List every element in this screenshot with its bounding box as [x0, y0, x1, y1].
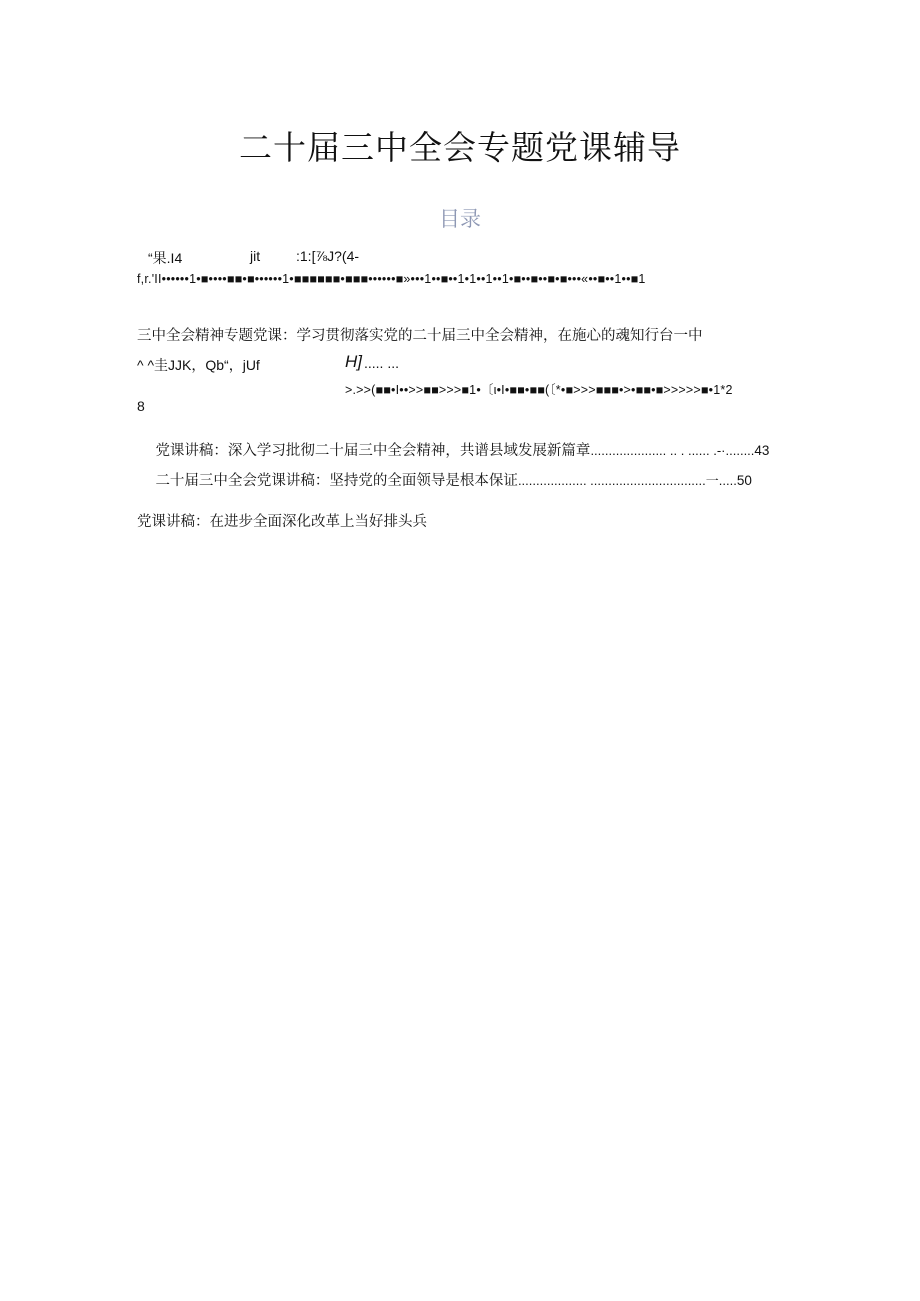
toc-entry-2-title: 党课讲稿：深入学习批彻二十届三中全会精神，共谱县域发展新篇章 [155, 443, 591, 459]
toc-entry-1-page: 8 [137, 398, 145, 414]
toc-garbled-fragment-3: :1:[⅞J?(4- [296, 248, 360, 264]
document-title: 二十届三中全会专题党课辅导 [239, 128, 681, 167]
toc-entry-1-sub-mark: H] [345, 352, 362, 371]
toc-entry-3-page: 50 [736, 473, 752, 488]
toc-entry-3-title: 二十届三中全会党课讲稿：坚持党的全面领导是根本保证 [155, 473, 518, 489]
toc-garbled-leader-line: f,r.'II••••••1•■••••■■•■••••••1•■■■■■■•■■■••••••■»•••1••■••1•1••1••1•■••■••■•■•••«••■••1••■1 [137, 272, 646, 286]
toc-entry-1-sub-dots: ..... ... [364, 355, 400, 371]
toc-entry-3-leader: ................... ................................一..... [517, 473, 737, 488]
toc-garbled-fragment-1: “果.I4 [148, 250, 183, 266]
toc-entry-2-leader: ..................... .. . ...... .-·........ [590, 443, 755, 458]
toc-garbled-fragment-2: jit [250, 248, 261, 264]
toc-entry-1-subline: ^ ^圭JJK，Qb“，jUf [137, 357, 260, 373]
toc-entry-2-page: 43 [754, 443, 770, 458]
toc-entry-4-title[interactable]: 党课讲稿：在进步全面深化改革上当好排头兵 [137, 514, 427, 530]
toc-entry-1-title[interactable]: 三中全会精神专题党课：学习贯彻落实党的二十届三中全会精神，在施心的魂知行台一中 [137, 328, 703, 344]
toc-entry-3[interactable] [137, 453, 752, 506]
toc-heading: 目录 [439, 207, 481, 231]
toc-entry-1-leader: >.>>(■■•I••>>■■>>>■1•〔ι•I•■■•■■(〔*•■>>>■■■•>•■■•■>>>>>■•1*2 [345, 383, 733, 397]
